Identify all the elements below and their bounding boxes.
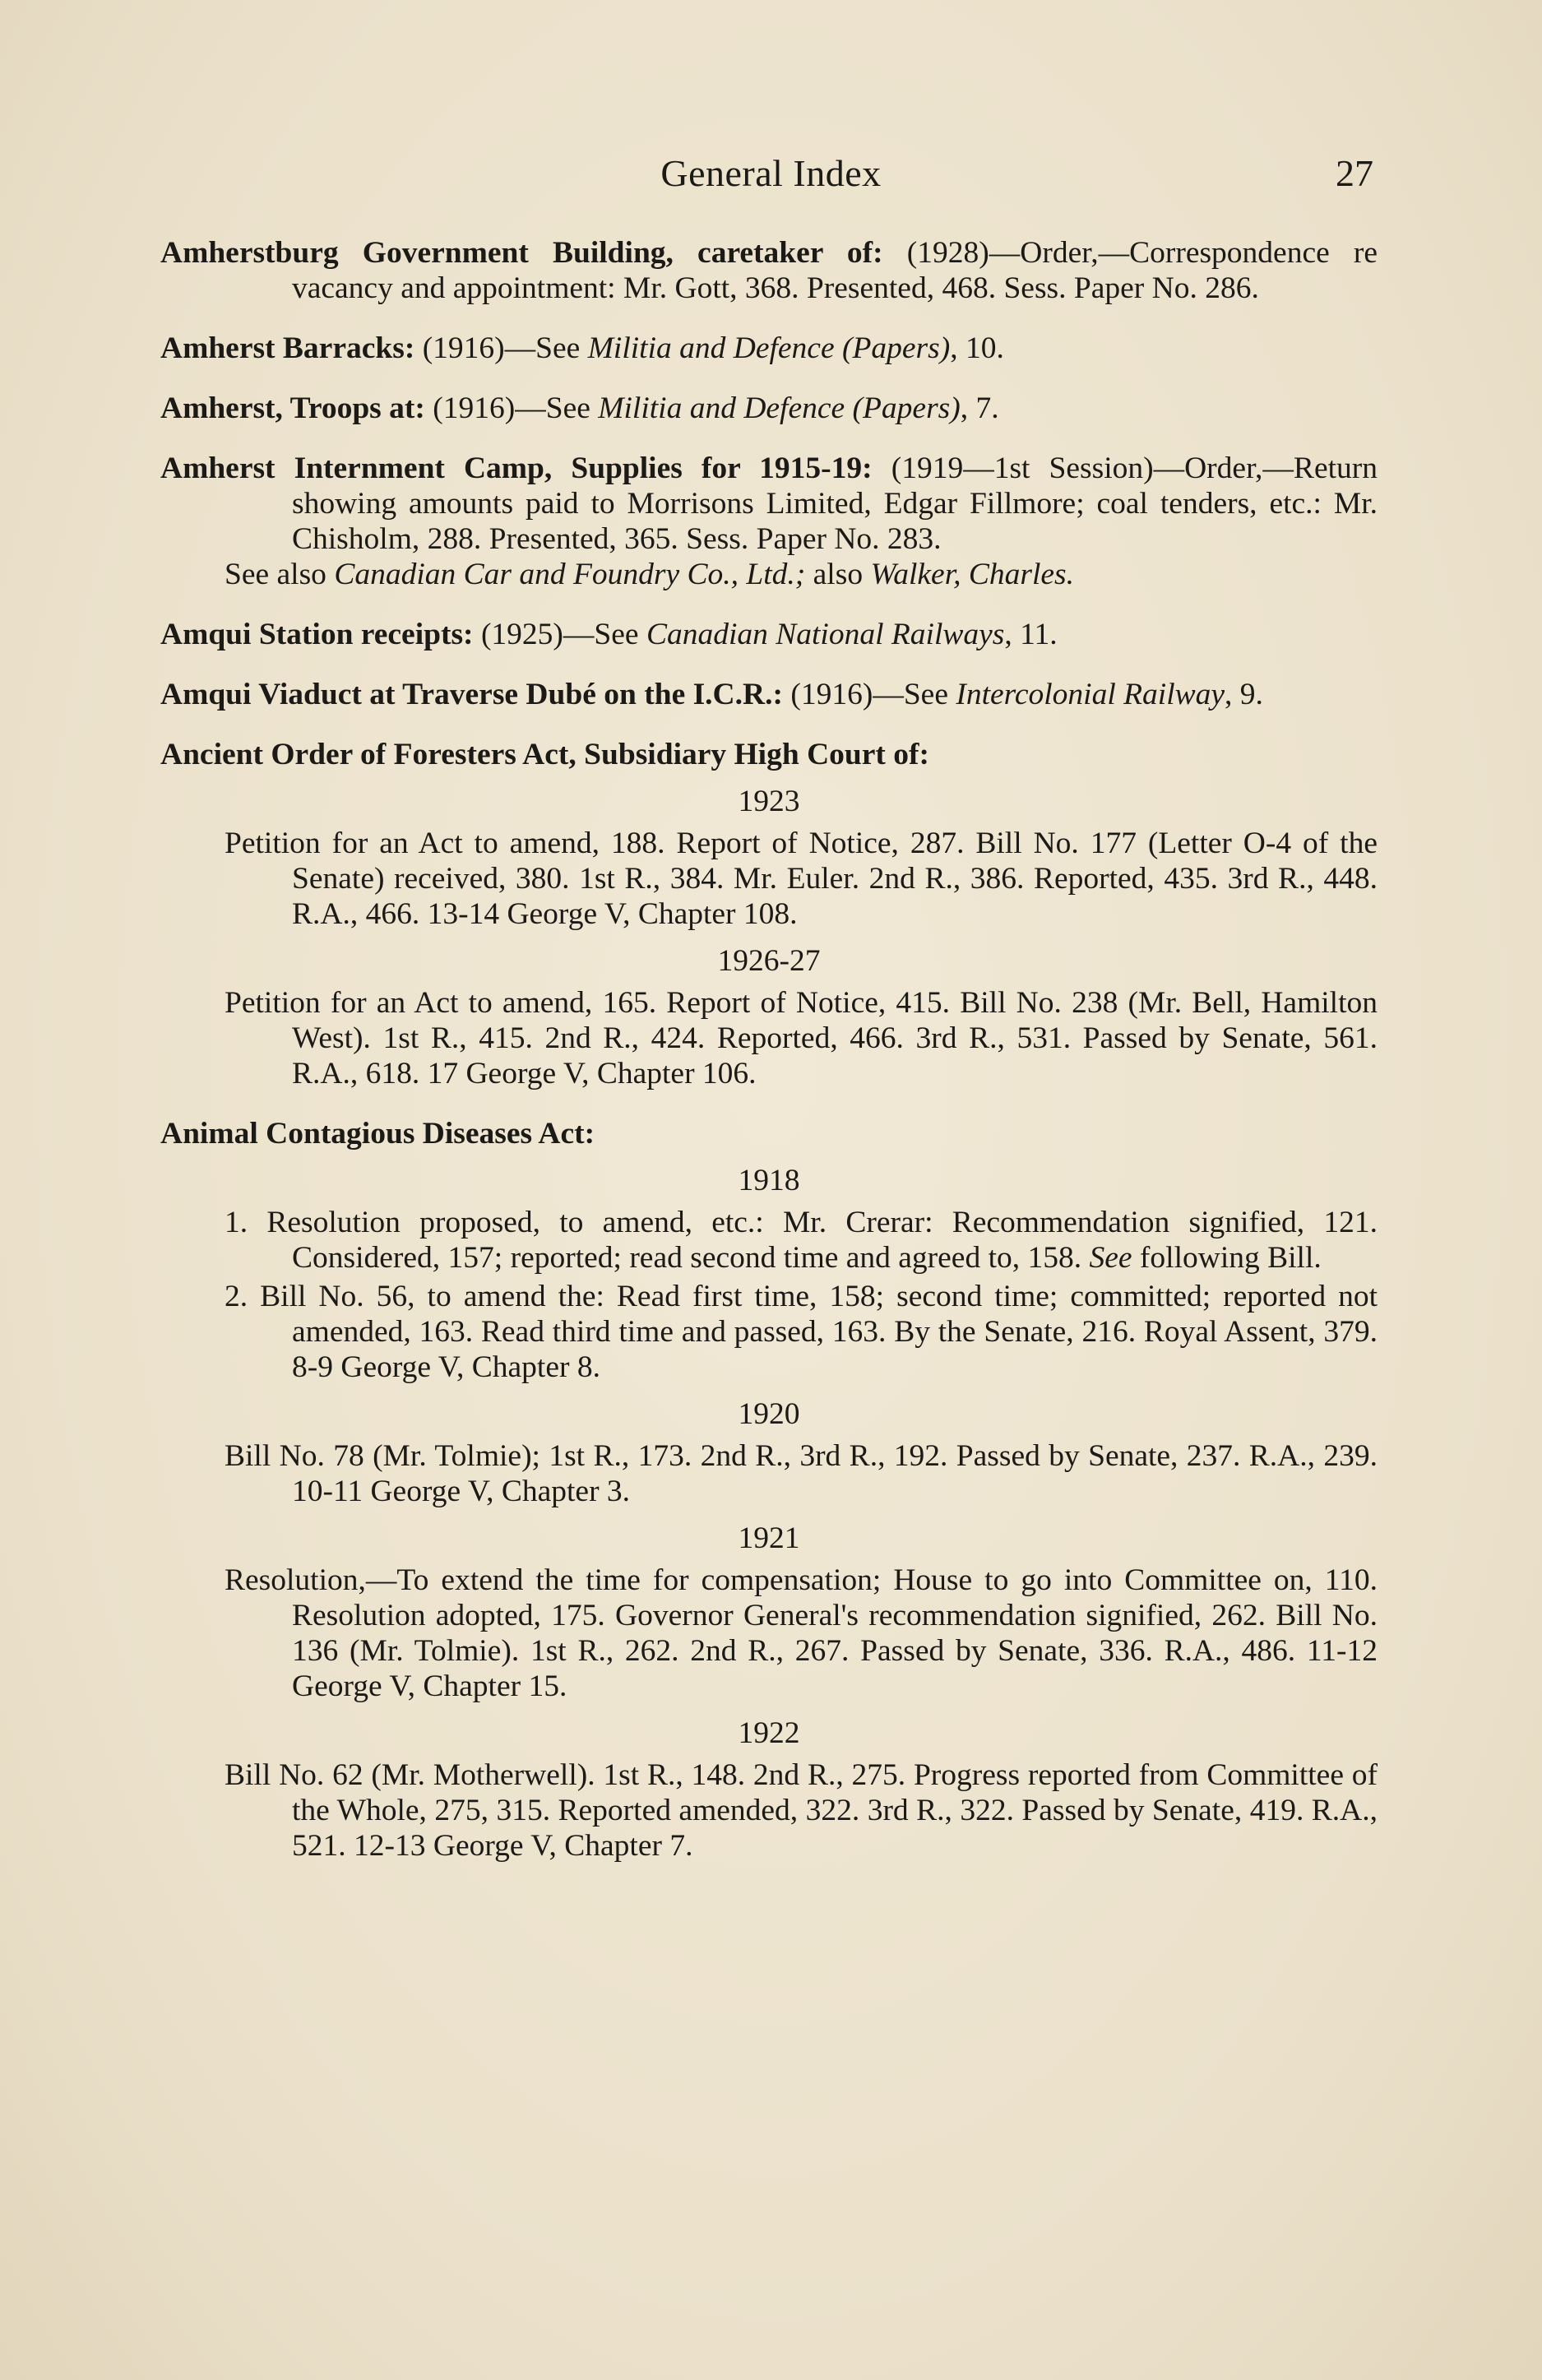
- item-number: 1.: [225, 1206, 248, 1239]
- entry-body: [160, 391, 1378, 426]
- cross-reference: Intercolonial Railway: [956, 678, 1225, 711]
- entry-heading: Amherst Internment Camp, Supplies for 1915-19:: [160, 451, 873, 485]
- entry-paragraph: Resolution,—To extend the time for compensation; House to go into Committee on, 110. Resolution adopted, 175. Governor General's recommendation signified, 262. Bill No. 136 (Mr. Tolmie). 1st R., 262. 2nd R., 267. Passed by Senate, 336. R.A., 486. 11-12 George V, Chapter 15.: [225, 1563, 1378, 1703]
- index-entry: [160, 677, 1378, 712]
- entry-paragraph: Petition for an Act to amend, 165. Report of Notice, 415. Bill No. 238 (Mr. Bell, Hamilton West). 1st R., 415. 2nd R., 424. Reported, 466. 3rd R., 531. Passed by Senate, 561. R.A., 618. 17 George V, Chapter 106.: [225, 986, 1378, 1090]
- index-entry: [160, 451, 1378, 592]
- entry-body: [160, 617, 1378, 652]
- see-also-mid: also: [805, 558, 871, 591]
- cross-reference: Militia and Defence (Papers): [598, 391, 961, 425]
- entry-body: [160, 235, 1378, 306]
- entry-text: (1916)—See: [424, 391, 599, 425]
- item-text: Resolution proposed, to amend, etc.: Mr. Crerar: Recommendation signified, 121. Considered, 157; reported; read second time and agreed to, 158.: [266, 1206, 1378, 1275]
- year-heading: 1918: [738, 1164, 800, 1197]
- see-also-line: [160, 557, 1378, 592]
- entry-tail: , 9.: [1225, 678, 1263, 711]
- year-heading: 1920: [738, 1397, 800, 1431]
- entry-heading: Amherstburg Government Building, caretaker of:: [160, 236, 883, 270]
- entry-body: [160, 677, 1378, 712]
- numbered-item: [160, 1279, 1378, 1385]
- entry-heading: Amherst, Troops at:: [160, 391, 425, 425]
- entry-heading: Amqui Viaduct at Traverse Dubé on the I.C.R.:: [160, 678, 783, 711]
- entry-body: [160, 331, 1378, 366]
- entry-heading: Ancient Order of Foresters Act, Subsidiary High Court of:: [160, 738, 929, 771]
- entry-text: (1919—1st Session)—Order,—Return showing amounts paid to Morrisons Limited, Edgar Fillmore; coal tenders, etc.: Mr. Chisholm, 288. Presented, 365. Sess. Paper No. 283.: [292, 451, 1378, 556]
- entry-paragraph: Bill No. 78 (Mr. Tolmie); 1st R., 173. 2nd R., 3rd R., 192. Passed by Senate, 237. R.A., 239. 10-11 George V, Chapter 3.: [225, 1439, 1378, 1508]
- entry-text: (1928)—Order,—Correspondence re vacancy and appointment: Mr. Gott, 368. Presented, 468. Sess. Paper No. 286.: [292, 236, 1378, 305]
- entry-paragraph: Petition for an Act to amend, 188. Report of Notice, 287. Bill No. 177 (Letter O-4 of the Senate) received, 380. 1st R., 384. Mr. Euler. 2nd R., 386. Reported, 435. 3rd R., 448. R.A., 466. 13-14 George V, Chapter 108.: [225, 827, 1378, 931]
- cross-reference: Militia and Defence (Papers): [587, 331, 951, 365]
- year-heading: 1922: [738, 1716, 800, 1750]
- cross-reference: Canadian Car and Foundry Co., Ltd.;: [334, 558, 806, 591]
- year-heading: 1923: [738, 785, 800, 818]
- running-title: General Index: [660, 152, 882, 194]
- entry-text: (1916)—See: [782, 678, 956, 711]
- entry-tail: , 10.: [950, 331, 1004, 365]
- cross-reference: Canadian National Railways: [646, 618, 1005, 651]
- see-also-lead: See also: [225, 558, 335, 591]
- index-entry: [160, 1116, 1378, 1864]
- item-text: Bill No. 56, to amend the: Read first time, 158; second time; committed; reported not amended, 163. Read third time and passed, 163. By the Senate, 216. Royal Assent, 379. 8-9 George V, Chapter 8.: [260, 1280, 1378, 1384]
- numbered-item: [160, 1205, 1378, 1276]
- index-entry: [160, 391, 1378, 426]
- entry-heading: Amherst Barracks:: [160, 331, 415, 365]
- item-italic: See: [1089, 1241, 1132, 1275]
- index-entry: [160, 331, 1378, 366]
- year-heading: 1926-27: [717, 944, 821, 978]
- index-content: [160, 235, 1378, 1888]
- item-number: 2.: [225, 1280, 248, 1313]
- index-entry: [160, 617, 1378, 652]
- year-heading: 1921: [738, 1521, 800, 1555]
- entry-text: (1925)—See: [473, 618, 646, 651]
- entry-heading: Amqui Station receipts:: [160, 618, 474, 651]
- page-number: 27: [1336, 152, 1373, 194]
- entry-heading: Animal Contagious Diseases Act:: [160, 1117, 595, 1151]
- item-tail: following Bill.: [1132, 1241, 1322, 1275]
- index-entry: [160, 737, 1378, 1091]
- entry-text: (1916)—See: [414, 331, 588, 365]
- entry-body: [160, 451, 1378, 557]
- entry-tail: , 7.: [960, 391, 999, 425]
- entry-paragraph: Bill No. 62 (Mr. Motherwell). 1st R., 148. 2nd R., 275. Progress reported from Committee of the Whole, 275, 315. Reported amended, 322. 3rd R., 322. Passed by Senate, 419. R.A., 521. 12-13 George V, Chapter 7.: [225, 1758, 1378, 1863]
- page-header: [0, 151, 1542, 209]
- cross-reference: Walker, Charles.: [870, 558, 1075, 591]
- entry-tail: , 11.: [1004, 618, 1058, 651]
- index-entry: [160, 235, 1378, 306]
